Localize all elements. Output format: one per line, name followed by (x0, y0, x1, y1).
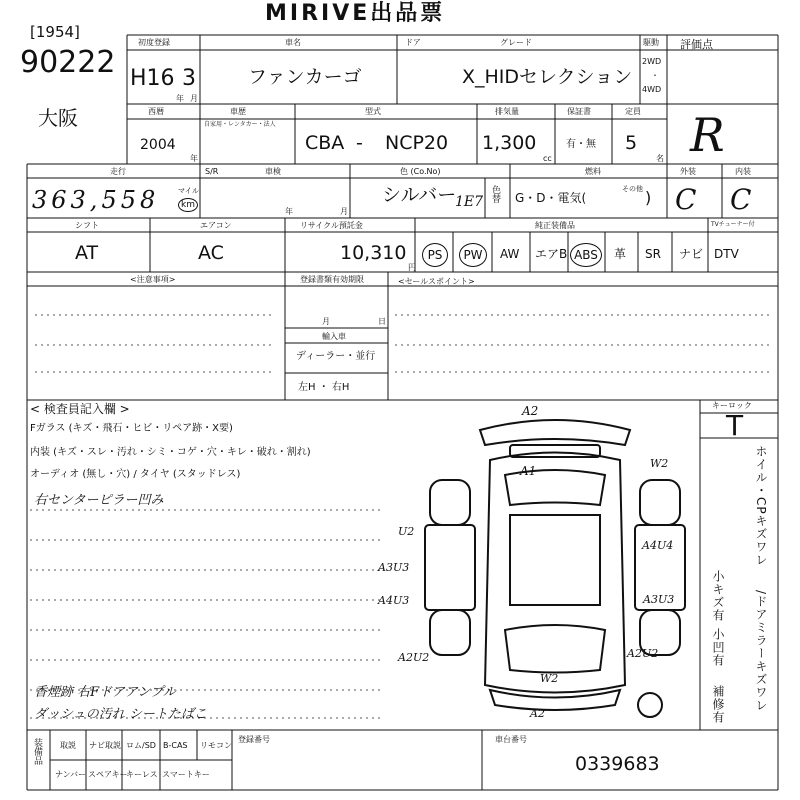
inspector-line-2: 内装 (キズ・スレ・汚れ・シミ・コゲ・穴・キレ・破れ・割れ) (30, 447, 311, 458)
registration-month-mark: 月 (190, 94, 198, 103)
equip-leather: 革 (614, 247, 627, 261)
model-prefix: CBA (305, 132, 345, 154)
year-label: 西暦 (148, 107, 164, 116)
damage-w2-bottom: W2 (540, 672, 559, 685)
damage-a4u3: A4U3 (378, 594, 410, 607)
equip-items-label: 装備品 (32, 738, 42, 765)
expiry-day: 日 (378, 317, 386, 326)
damage-a2-bottom: A2 (530, 707, 545, 720)
fuel-close: ) (645, 188, 652, 207)
damage-w2-top: W2 (650, 457, 669, 470)
equip-abs: ABS (570, 243, 602, 267)
capacity-label: 定員 (625, 107, 641, 116)
sales-point-label: <セールスポイント> (398, 277, 475, 286)
door-label: ドア (405, 38, 421, 47)
form-title: MIRIVE出品票 (265, 1, 446, 26)
registration-number-label: 登録番号 (238, 735, 270, 744)
aircon-value: AC (198, 242, 224, 264)
grade-label: グレード (500, 38, 532, 47)
inspection-year: 年 (285, 207, 293, 216)
aircon-label: エアコン (200, 221, 232, 230)
bottom-item-smart-key: スマートキー (162, 770, 210, 779)
displacement-value: 1,300 (482, 132, 537, 154)
equip-pw: PW (459, 243, 487, 267)
sr-label: S/R (205, 167, 219, 176)
fuel-label: 燃料 (585, 167, 601, 176)
registration-label: 初度登録 (138, 38, 170, 47)
score-value: R (690, 108, 725, 162)
color-value: シルバー (382, 184, 457, 206)
inspector-label: < 検査員記入欄 > (30, 402, 130, 416)
bottom-item-navi-manual: ナビ取説 (89, 741, 121, 750)
key-lock-value: T (726, 409, 744, 442)
bottom-item-keyless: キーレス (126, 770, 158, 779)
score-label: 評価点 (680, 38, 713, 51)
equip-ps: PS (422, 243, 448, 267)
bottom-item-remote: リモコン (200, 741, 232, 750)
shift-value: AT (75, 242, 99, 264)
equip-navi: ナビ (679, 247, 704, 261)
inspector-line-1: Fガラス (キズ・飛石・ヒビ・リペア跡・X要) (30, 423, 233, 434)
side-mirror-text: /ドアミラーキズワレ (754, 590, 768, 713)
drive-label: 駆動 (643, 38, 659, 47)
inspection-month: 月 (340, 207, 348, 216)
region: 大阪 (38, 106, 78, 130)
equip-dtv: DTV (714, 247, 739, 261)
expiry-month: 月 (322, 317, 330, 326)
inspector-hand-3: ダッシュの汚れ シートたばこ (34, 707, 207, 722)
notes-label: <注意事項> (130, 275, 176, 284)
steering-value: 左H ・ 右H (298, 382, 350, 393)
damage-a4u4: A4U4 (642, 539, 674, 552)
grade-value: X_HIDセレクション (462, 66, 633, 88)
mileage-unit-km: km (178, 198, 198, 212)
model-dash: - (356, 132, 363, 154)
shift-label: シフト (75, 221, 99, 230)
bottom-item-rom: ロム/SD (126, 741, 156, 750)
inspector-hand-1: 右センターピラー凹み (34, 493, 164, 508)
color-side-label: 色替 (490, 185, 500, 203)
mileage-label: 走行 (110, 167, 126, 176)
equip-sr: SR (645, 247, 661, 261)
mileage-unit-mile: マイル (178, 187, 199, 195)
damage-a3u3-right: A3U3 (643, 593, 675, 606)
inspector-hand-2: 香煙跡 右Fドアアンプル (34, 685, 176, 700)
capacity-value: 5 (625, 132, 638, 154)
car-name-label: 車名 (285, 38, 301, 47)
lot-number: 90222 (20, 45, 116, 80)
damage-a2u2-left: A2U2 (398, 651, 430, 664)
interior-value: C (730, 183, 752, 216)
bottom-item-number: ナンバー (55, 770, 87, 779)
recycle-label: リサイクル預託金 (300, 221, 363, 230)
fuel-other: その他 (622, 185, 643, 193)
drive-dot: ・ (651, 71, 659, 80)
capacity-unit: 名 (656, 154, 664, 163)
side-small-scratch: 小キズ有 (711, 570, 725, 622)
equipment-label: 純正装備品 (535, 221, 575, 230)
color-label: 色 (Co.No) (400, 167, 441, 176)
inspection-label: 車検 (265, 167, 281, 176)
model-label: 型式 (365, 107, 381, 116)
interior-label: 内装 (735, 167, 751, 176)
year-value: 2004 (140, 137, 176, 153)
bottom-item-spare-key: スペアキー (88, 770, 128, 779)
drive-2wd: 2WD (642, 57, 662, 66)
chassis-value: 0339683 (575, 753, 660, 775)
expiry-label: 登録書類有効期限 (300, 275, 364, 284)
recycle-value: 10,310 (340, 242, 407, 264)
warranty-value: 有・無 (566, 139, 596, 150)
exterior-label: 外装 (680, 167, 696, 176)
bottom-item-manual: 取説 (60, 741, 76, 750)
tv-tuner-label: TVチューナー付 (711, 221, 755, 228)
history-label: 車歴 (230, 107, 246, 116)
side-wheel-text: ホイル・CPキズワレ (754, 445, 768, 567)
side-small-dent: 小凹有 (711, 628, 725, 667)
side-repair: 補修有 (711, 685, 725, 724)
fuel-options: G・D・電気( (515, 191, 587, 205)
damage-a1: A1 (520, 464, 537, 478)
import-value: ディーラー・並行 (296, 351, 376, 362)
displacement-label: 排気量 (495, 107, 519, 116)
history-sublabel: 自家用・レンタカー・法人 (204, 121, 276, 128)
registration-month: 3 (182, 66, 196, 91)
year-unit: 年 (190, 154, 198, 163)
mileage-value: 363,558 (32, 186, 160, 214)
recycle-unit: 円 (408, 263, 416, 272)
key-lock-label: キーロック (712, 401, 752, 410)
equip-aw: AW (500, 247, 520, 261)
bottom-item-bcas: B-CAS (163, 741, 188, 750)
model-code: NCP20 (385, 132, 449, 154)
damage-a2-top: A2 (522, 404, 539, 418)
exterior-value: C (675, 183, 697, 216)
chassis-label: 車台番号 (495, 735, 527, 744)
warranty-label: 保証書 (567, 107, 591, 116)
drive-4wd: 4WD (642, 85, 662, 94)
registration-era: H16 (130, 66, 175, 91)
damage-u2: U2 (398, 525, 415, 538)
color-code: 1E7 (455, 194, 484, 210)
equip-airbag: エアB (535, 247, 568, 261)
lot-prefix: [1954] (30, 23, 80, 41)
registration-year-mark: 年 (176, 94, 184, 103)
inspector-line-3: オーディオ (無し・穴) / タイヤ (スタッドレス) (30, 469, 241, 480)
car-name-value: ファンカーゴ (248, 66, 362, 88)
displacement-unit: cc (543, 154, 552, 163)
damage-a3u3-left: A3U3 (378, 561, 410, 574)
import-label: 輸入車 (322, 332, 346, 341)
damage-a2u2-right: A2U2 (627, 647, 659, 660)
